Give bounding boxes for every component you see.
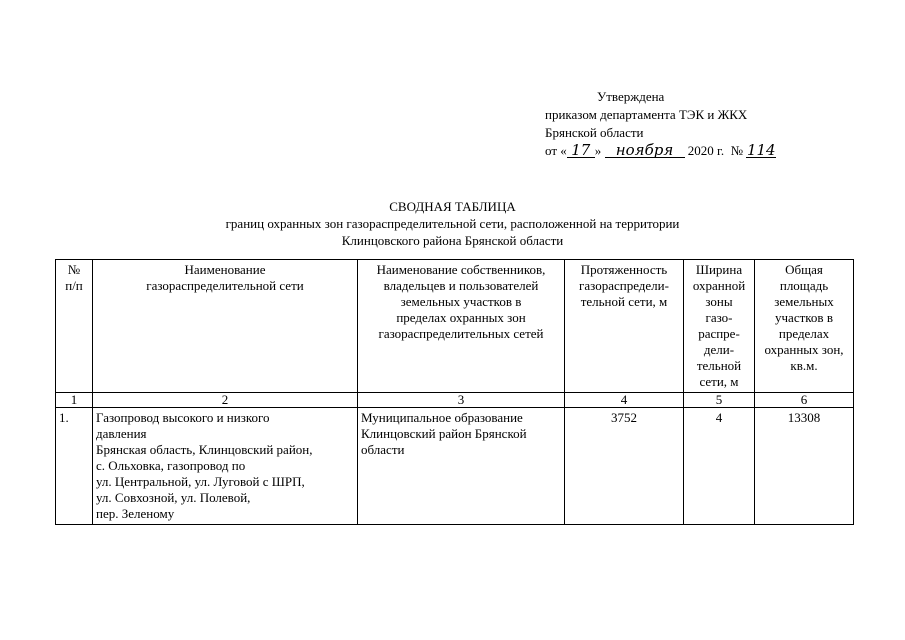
network-name-cell: Газопровод высокого и низкого давления Брянская область, Клинцовский район, с. Ольховка, газопровод по ул. Центральной, ул. Луговой с ШРП, ул. Совхозной, ул. Полевой, пер. Зеленому xyxy=(93,408,358,525)
column-number-row xyxy=(56,393,854,408)
column-number: 1 xyxy=(56,393,93,408)
column-number: 6 xyxy=(755,393,854,408)
header-owners: Наименование собственников, владельцев и пользователей земельных участков в пределах охранных зон газораспределительных сетей xyxy=(358,260,565,393)
document-subtitle-1: границ охранных зон газораспределительной сети, расположенной на территории xyxy=(225,216,680,231)
document-title: СВОДНАЯ ТАБЛИЦА xyxy=(389,199,516,214)
approval-region-line: Брянской области xyxy=(545,125,644,140)
zone-width-cell: 4 xyxy=(684,408,755,525)
table-row xyxy=(56,408,854,525)
header-zone-width: Ширина охранной зоны газо- распре- дели- тельной сети, м xyxy=(684,260,755,393)
total-area-cell: 13308 xyxy=(755,408,854,525)
handwritten-number: 114 xyxy=(746,141,776,159)
column-number: 5 xyxy=(684,393,755,408)
header-length: Протяженность газораспредели- тельной сети, м xyxy=(565,260,684,393)
row-number: 1. xyxy=(56,408,93,525)
summary-table xyxy=(55,259,854,525)
header-number: № п/п xyxy=(56,260,93,393)
document-subtitle-2: Клинцовского района Брянской области xyxy=(341,233,564,248)
length-cell: 3752 xyxy=(565,408,684,525)
handwritten-day: 17 xyxy=(567,143,595,158)
header-network-name: Наименование газораспределительной сети xyxy=(93,260,358,393)
column-number: 3 xyxy=(358,393,565,408)
approval-order-line: приказом департамента ТЭК и ЖКХ xyxy=(545,107,748,122)
column-number: 2 xyxy=(93,393,358,408)
approval-title: Утверждена xyxy=(597,89,665,104)
approval-date-line xyxy=(545,142,776,160)
approval-block xyxy=(545,88,776,160)
column-number: 4 xyxy=(565,393,684,408)
number-sign: № xyxy=(730,143,744,158)
table-header-row xyxy=(56,260,854,393)
date-prefix: от « xyxy=(545,143,567,158)
header-total-area: Общая площадь земельных участков в пределах охранных зон, кв.м. xyxy=(755,260,854,393)
owner-cell: Муниципальное образование Клинцовский район Брянской области xyxy=(358,408,565,525)
handwritten-month: ноября xyxy=(605,143,685,158)
date-year: 2020 г. xyxy=(687,143,725,158)
date-mid: » xyxy=(594,143,602,158)
